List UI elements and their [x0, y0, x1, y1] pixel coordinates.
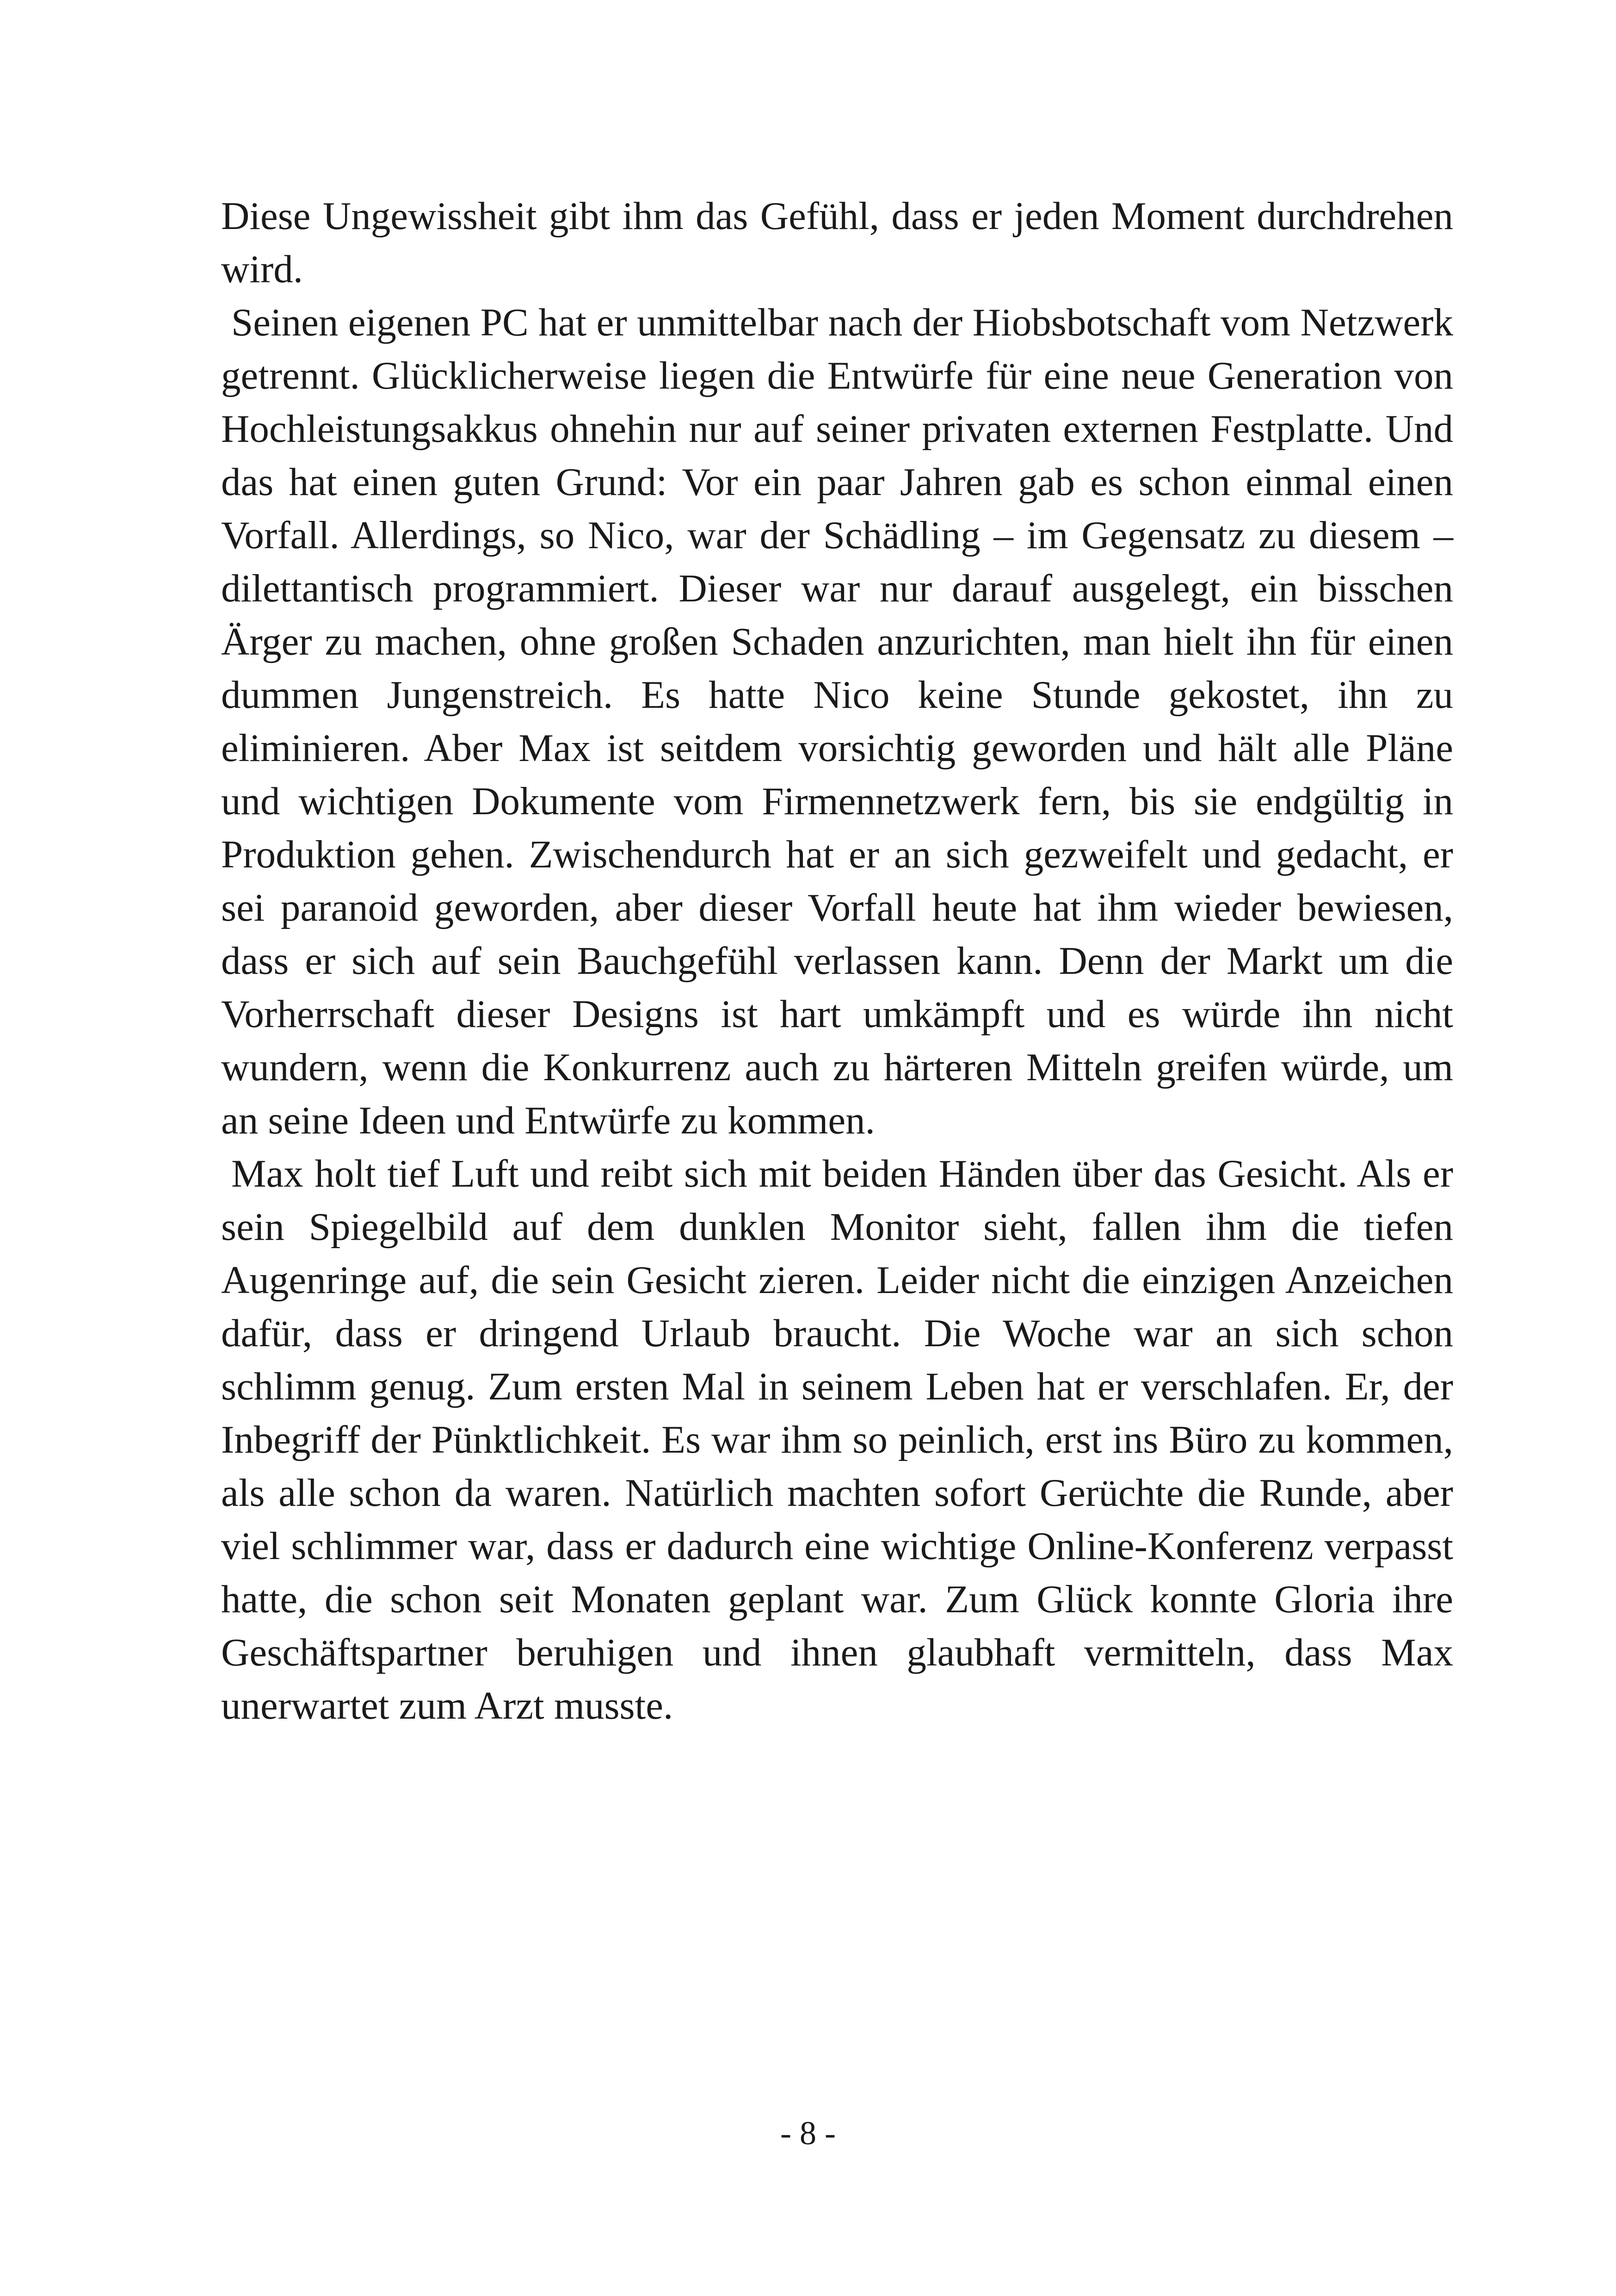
paragraph-3: Max holt tief Luft und reibt sich mit beiden Händen über das Gesicht. Als er sein Spiegelbild auf dem dunklen Monitor sieht, fallen ihm die tiefen Augenringe auf, die sein Gesicht zieren. Leider nicht die einzigen Anzeichen dafür, dass er dringend Urlaub braucht. Die Woche war an sich schon schlimm genug. Zum ersten Mal in seinem Leben hat er verschlafen. Er, der Inbegriff der Pünktlichkeit. Es war ihm so peinlich, erst ins Büro zu kommen, als alle schon da waren. Natürlich machten sofort Gerüchte die Runde, aber viel schlimmer war, dass er dadurch eine wichtige Online-Konferenz verpasst hatte, die schon seit Monaten geplant war. Zum Glück konnte Gloria ihre Geschäftspartner beruhigen und ihnen glaubhaft vermitteln, dass Max unerwartet zum Arzt musste. — [221, 1152, 1453, 1727]
paragraph-1: Diese Ungewissheit gibt ihm das Gefühl, dass er jeden Moment durchdrehen wird. — [221, 194, 1453, 291]
body-text — [221, 190, 1453, 1733]
paragraph-2: Seinen eigenen PC hat er unmittelbar nach der Hiobsbotschaft vom Netzwerk getrennt. Glücklicherweise liegen die Entwürfe für eine neue Generation von Hochleistungsakkus ohnehin nur auf seiner privaten externen Festplatte. Und das hat einen guten Grund: Vor ein paar Jahren gab es schon einmal einen Vorfall. Allerdings, so Nico, war der Schädling – im Gegensatz zu diesem – dilettantisch programmiert. Dieser war nur darauf ausgelegt, ein bisschen Ärger zu machen, ohne großen Schaden anzurichten, man hielt ihn für einen dummen Jungenstreich. Es hatte Nico keine Stunde gekostet, ihn zu eliminieren. Aber Max ist seitdem vorsichtig geworden und hält alle Pläne und wichtigen Dokumente vom Firmennetzwerk fern, bis sie endgültig in Produktion gehen. Zwischendurch hat er an sich gezweifelt und gedacht, er sei paranoid geworden, aber dieser Vorfall heute hat ihm wieder bewiesen, dass er sich auf sein Bauchgefühl verlassen kann. Denn der Markt um die Vorherrschaft dieser Designs ist hart umkämpft und es würde ihn nicht wundern, wenn die Konkurrenz auch zu härteren Mitteln greifen würde, um an seine Ideen und Entwürfe zu kommen. — [221, 301, 1453, 1142]
page-number: - 8 - — [780, 2115, 836, 2152]
